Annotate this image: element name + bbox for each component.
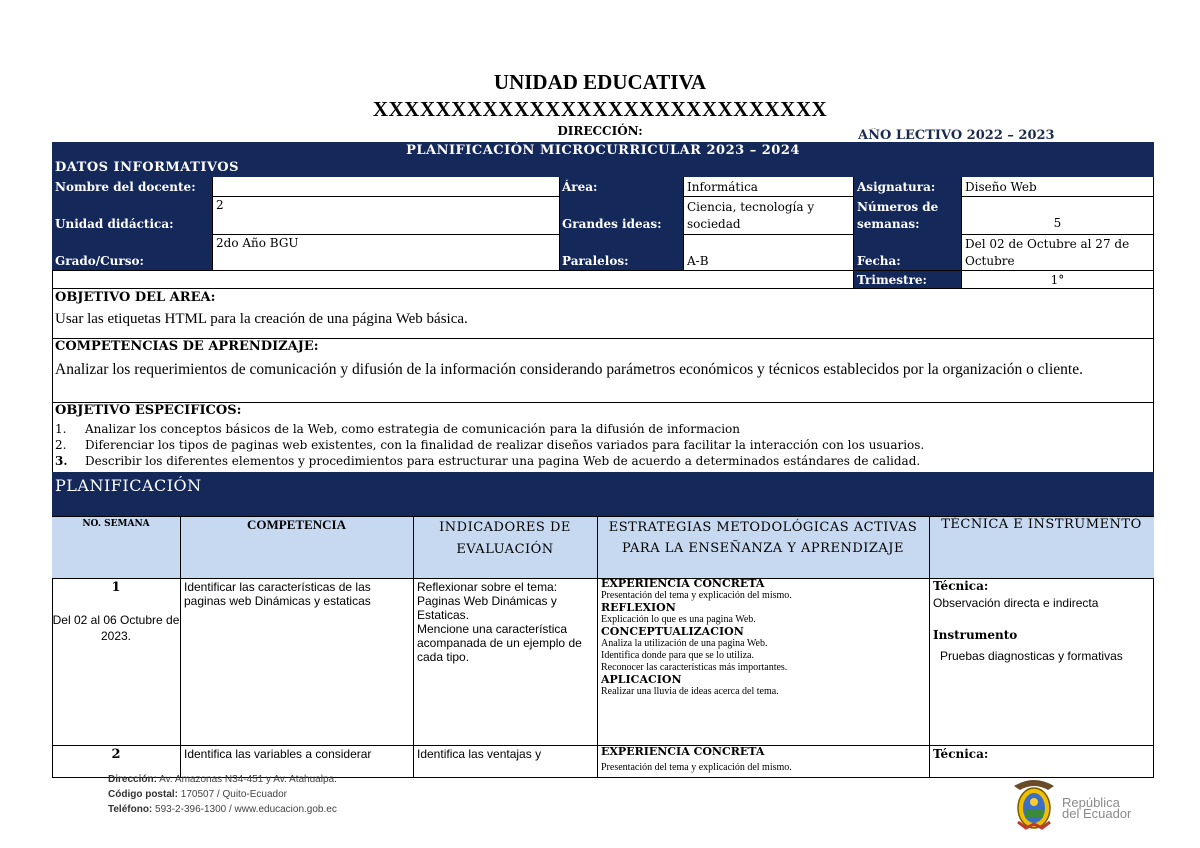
footer-postal-value: 170507 / Quito-Ecuador <box>180 789 287 800</box>
row2-indicadores: Identifica las ventajas y <box>417 747 542 761</box>
school-name: XXXXXXXXXXXXXXXXXXXXXXXXXXXXX <box>372 97 828 121</box>
footer-telefono-value: 593-2-396-1300 / www.educacion.gob.ec <box>155 804 337 815</box>
school-title: UNIDAD EDUCATIVA <box>493 70 707 94</box>
asignatura-label: Asignatura: <box>857 180 936 194</box>
competencias-title: COMPETENCIAS DE APRENDIZAJE: <box>55 339 319 354</box>
footer-postal-label: Código postal: <box>108 789 178 800</box>
paralelos-label: Paralelos: <box>562 254 629 268</box>
objetivo-text: Analizar los conceptos básicos de la Web, como estrategia de comunicación para la difusión de informacion <box>85 422 740 436</box>
objetivo-num: 3. <box>55 454 68 468</box>
direccion-label: DIRECCIÓN: <box>557 124 643 138</box>
footer-direccion-value: Av. Amazonas N34-451 y Av. Atahualpa. <box>159 774 337 785</box>
objetivo-area-text: Usar las etiquetas HTML para la creación de una página Web básica. <box>55 311 468 327</box>
col-semana: NO. SEMANA <box>82 519 150 529</box>
footer-direccion <box>108 774 408 785</box>
row2-tecnica-label: Técnica: <box>933 747 989 761</box>
col-estrategias: ESTRATEGIAS METODOLÓGICAS ACTIVAS PARA LA ENSEÑANZA Y APRENDIZAJE <box>608 520 918 556</box>
row2-exp-title: EXPERIENCIA CONCRETA <box>601 745 765 758</box>
row2-competencia: Identifica las variables a considerar <box>184 747 372 761</box>
objetivo-num: 1. <box>55 422 67 436</box>
fecha-label: Fecha: <box>857 254 901 268</box>
grandes-label: Grandes ideas: <box>562 217 662 231</box>
grandes-value: Ciencia, tecnología y sociedad <box>687 200 815 231</box>
objetivo-area-title: OBJETIVO DEL AREA: <box>55 290 216 305</box>
con-text-3: Reconocer las características más importantes. <box>601 662 788 673</box>
datos-bar <box>52 159 1154 177</box>
fecha-value: Del 02 de Octubre al 27 de Octubre <box>965 237 1130 268</box>
objetivo-text: Describir los diferentes elementos y procedimientos para estructurar una pagina Web de acuerdo a determinados estándares de calidad. <box>85 454 921 468</box>
row1-estrategias <box>601 578 927 698</box>
row1-semana: 1 <box>111 580 121 595</box>
row1-instrumento-value: Pruebas diagnosticas y formativas <box>940 649 1123 663</box>
con-title: CONCEPTUALIZACION <box>601 625 744 638</box>
row1-competencia: Identificar las características de las paginas web Dinámicas y estaticas <box>184 580 371 608</box>
area-label: Área: <box>562 180 598 194</box>
row1-instrumento-label: Instrumento <box>933 628 1018 642</box>
footer-telefono-label: Teléfono: <box>108 804 153 815</box>
planificacion-section-bar <box>52 472 1154 516</box>
con-text-1: Analiza la utilización de una pagina Web. <box>601 638 768 649</box>
grado-value: 2do Año BGU <box>216 236 299 250</box>
datos-title: DATOS INFORMATIVOS <box>55 160 239 175</box>
row1-fecha: Del 02 al 06 Octubre de 2023. <box>52 613 180 643</box>
coat-of-arms-icon <box>1008 776 1060 832</box>
col-competencia: COMPETENCIA <box>247 517 346 532</box>
col-tecnica: TÉCNICA E INSTRUMENTO <box>941 517 1142 532</box>
unidad-label: Unidad didáctica: <box>55 217 174 231</box>
objetivos-especificos-title: OBJETIVO ESPECIFICOS: <box>55 403 242 418</box>
republica-logo-text <box>1062 797 1131 819</box>
planificacion-title: PLANIFICACIÓN MICROCURRICULAR 2023 – 2024 <box>406 143 800 158</box>
ecuador-text: del Ecuador <box>1062 806 1132 821</box>
ref-text: Explicación lo que es una pagina Web. <box>601 614 756 625</box>
footer-direccion-label: Dirección: <box>108 774 157 785</box>
semanas-value: 5 <box>1053 216 1062 230</box>
row1-indicadores: Reflexionar sobre el tema: Paginas Web Dinámicas y Estaticas. Mencione una característica acompanada de un ejemplo de cada tipo. <box>417 580 582 664</box>
objetivo-item-3 <box>55 453 920 469</box>
footer-telefono <box>108 804 337 815</box>
paralelos-value: A-B <box>687 254 709 268</box>
grado-label: Grado/Curso: <box>55 254 144 268</box>
anio-lectivo: AÑO LECTIVO 2022 – 2023 <box>858 128 1055 140</box>
footer-postal <box>108 789 287 800</box>
semanas-label: Números de semanas: <box>857 200 939 231</box>
competencias-text: Analizar los requerimientos de comunicación y difusión de la información considerando parámetros económicos y técnicos establecidos por la organización o cliente. <box>55 361 1083 378</box>
objetivo-num: 2. <box>55 438 67 452</box>
con-text-2: Identifica donde para que se lo utiliza. <box>601 650 754 661</box>
planificacion-section-title: PLANIFICACIÓN <box>55 476 202 495</box>
objetivo-text: Diferenciar los tipos de paginas web existentes, con la finalidad de realizar diseños variados para facilitar la interacción con los usuarios. <box>85 438 925 452</box>
republica-text: República <box>1062 795 1120 810</box>
exp-title: EXPERIENCIA CONCRETA <box>601 577 765 590</box>
planificacion-bar <box>52 142 1154 159</box>
row1-tecnica-label: Técnica: <box>933 579 989 593</box>
apl-title: APLICACION <box>601 673 682 686</box>
objetivo-item-2 <box>55 437 924 453</box>
area-value: Informática <box>687 180 758 194</box>
trimestre-value: 1° <box>1050 273 1065 287</box>
ref-title: REFLEXION <box>601 601 676 614</box>
apl-text: Realizar una lluvia de ideas acerca del tema. <box>601 686 779 697</box>
unidad-value: 2 <box>216 198 224 212</box>
exp-text: Presentación del tema y explicación del mismo. <box>601 590 792 601</box>
trimestre-label: Trimestre: <box>857 273 927 287</box>
asignatura-value: Diseño Web <box>965 180 1037 194</box>
docente-label: Nombre del docente: <box>55 180 196 194</box>
row2-exp-text: Presentación del tema y explicación del mismo. <box>601 762 792 773</box>
row1-tecnica-value: Observación directa e indirecta <box>933 596 1099 610</box>
col-indicadores: INDICADORES DE EVALUACIÓN <box>439 520 571 557</box>
row2-semana: 2 <box>111 747 121 762</box>
objetivo-item-1 <box>55 421 740 437</box>
